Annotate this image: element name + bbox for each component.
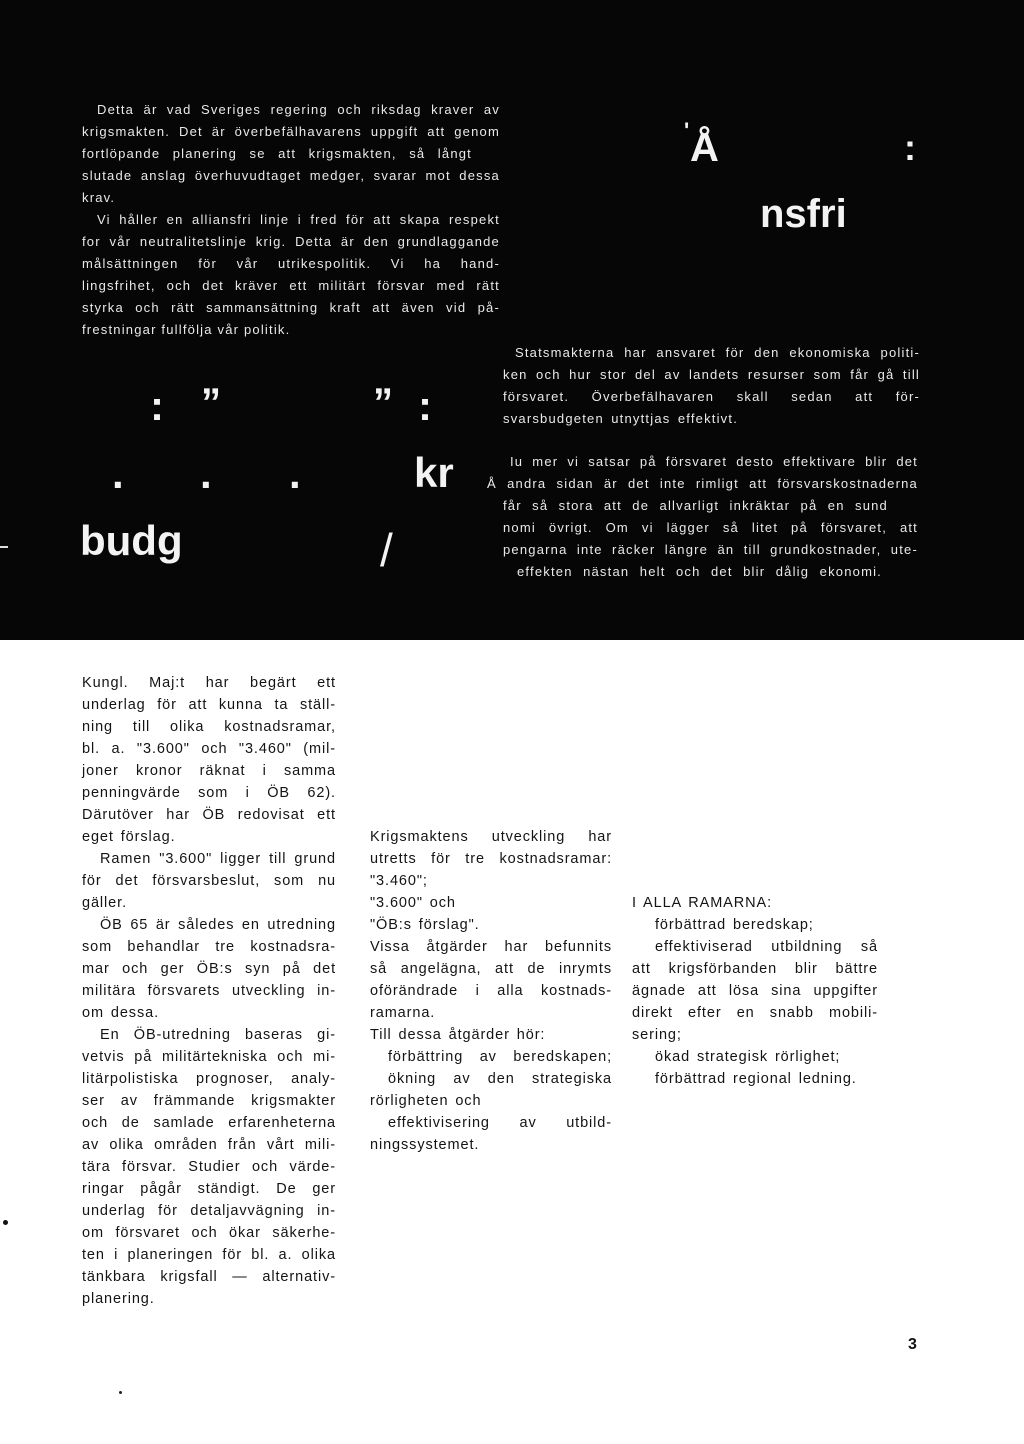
middle-column-line: Till dessa åtgärder hör: [370,1027,546,1043]
right-column-line: effektiviserad utbildning så [655,939,878,955]
responsibility-line: svarsbudgeten utnyttjas effektivt. [503,411,738,426]
middle-column-line: "3.460"; [370,873,428,889]
left-column-line: tänkbara krigsfall — alternativ- [82,1269,336,1285]
intro-line: Detta är vad Sveriges regering och riksdag kraver av [97,102,500,117]
middle-column-line: utretts för tre kostnadsramar: [370,851,612,867]
left-column-line: gäller. [82,895,127,911]
cost-line: Å andra sidan är det inte rimligt att försvarskostnaderna [487,476,918,491]
left-column-line: om försvaret och ökar säkerhe- [82,1225,336,1241]
middle-column-line: oförändrade i alla kostnads- [370,983,612,999]
intro-line: Vi håller en alliansfri linje i fred för att skapa respekt [97,212,500,227]
intro-line: for vår neutralitetslinje krig. Detta är den grundlaggande [82,234,500,249]
right-column-line: att krigsförbanden blir bättre [632,961,878,977]
left-column-line: och de samlade erfarenheterna [82,1115,336,1131]
left-column-line: ten i planeringen för bl. a. olika [82,1247,336,1263]
intro-line: slutade anslag överhuvudtaget medger, svarar mot dessa [82,168,500,183]
intro-line: fortlöpande planering se att krigsmakten, så långt [82,146,472,161]
left-column-line: om dessa. [82,1005,159,1021]
left-column-line: litärpolistiska prognoser, analy- [82,1071,336,1087]
right-column-line: ökad strategisk rörlighet; [655,1049,841,1065]
right-column-heading: I ALLA RAMARNA: [632,895,772,911]
responsibility-line: ken och hur stor del av landets resurser som får gå till [503,367,920,382]
left-column-line: Kungl. Maj:t har begärt ett [82,675,336,691]
right-column-line: ägnade att lösa sina uppgifter [632,983,878,999]
large-quote-right: ” [373,381,393,425]
middle-column-line: rörligheten och [370,1093,482,1109]
left-column-line: ringar pågår ständigt. De ger [82,1181,336,1197]
headline-letter: Å [690,126,719,170]
left-column-line: underlag för detaljavvägning in- [82,1203,336,1219]
intro-line: styrka och rätt sammansättning kraft att även vid på- [82,300,500,315]
left-column-line: En ÖB-utredning baseras gi- [100,1027,336,1043]
scan-speck [3,1220,8,1225]
large-colon-left: : [150,382,164,429]
scan-speck [119,1391,122,1394]
cost-line: pengarna inte räcker längre än till grundkostnader, ute- [503,542,918,557]
large-dot: . [200,450,212,497]
intro-line: målsättningen för vår utrikespolitik. Vi ha hand- [82,256,500,271]
intro-line: frestningar fullfölja vår politik. [82,322,291,337]
left-column-line: penningvärde som i ÖB 62). [82,785,336,801]
intro-line: lingsfrihet, och det kräver ett militärt försvar med rätt [82,278,500,293]
middle-column-line: Vissa åtgärder har befunnits [370,939,612,955]
cost-line: effekten nästan helt och det blir dålig ekonomi. [517,564,882,579]
responsibility-line: Statsmakterna har ansvaret för den ekonomiska politi- [515,345,920,360]
cost-line: Iu mer vi satsar på försvaret desto effektivare blir det [510,454,918,469]
responsibility-line: försvaret. Överbefälhavaren skall sedan att för- [503,389,920,404]
middle-column-line: effektivisering av utbild- [388,1115,612,1131]
large-colon-right: : [418,382,432,429]
left-column-line: vetvis på militärtekniska och mi- [82,1049,336,1065]
right-column-line: förbättrad regional ledning. [655,1071,857,1087]
intro-line: krav. [82,190,116,205]
large-budg: budg [80,517,183,564]
large-slash: / [380,524,393,576]
right-column-line: direkt efter en snabb mobili- [632,1005,878,1021]
middle-column-line: så angelägna, att de inrymts [370,961,612,977]
cost-line: nomi övrigt. Om vi lägger så litet på försvaret, att [503,520,918,535]
left-column-line: militära försvarets utveckling in- [82,983,336,999]
middle-column-line: ökning av den strategiska [388,1071,612,1087]
intro-line: krigsmakten. Det är överbefälhavarens uppgift att genom [82,124,500,139]
large-dot: . [112,450,124,497]
left-column-line: Ramen "3.600" ligger till grund [100,851,336,867]
left-column-line: ser av främmande krigsmakter [82,1093,336,1109]
left-column-line: som behandlar tre kostnadsra- [82,939,336,955]
large-kr: kr [414,449,454,496]
left-column-line: ning till olika kostnadsramar, [82,719,336,735]
left-column-line: planering. [82,1291,155,1307]
large-dot: . [289,450,301,497]
middle-column-line: Krigsmaktens utveckling har [370,829,612,845]
middle-column-line: ningssystemet. [370,1137,480,1153]
headline-word: nsfri [760,192,847,236]
responsibility-paragraph [503,342,920,430]
large-quote-left: ” [201,381,221,425]
right-column-line: sering; [632,1027,682,1043]
middle-column-line: "ÖB:s förslag". [370,917,480,933]
left-column-line: tära försvar. Studier och värde- [82,1159,336,1175]
left-column-line: av olika områden från vårt mili- [82,1137,336,1153]
cost-line: får så stora att de allvarligt inkräktar på en sund [503,498,888,513]
right-column-line: förbättrad beredskap; [655,917,814,933]
left-column-line: ÖB 65 är således en utredning [100,917,336,933]
middle-column-line: ramarna. [370,1005,436,1021]
intro-paragraph [82,99,500,341]
left-column-line: joner kronor räknat i samma [82,763,336,779]
middle-column-line: "3.600" och [370,895,456,911]
left-column-line: mar och ger ÖB:s syn på det [82,961,336,977]
left-column [82,672,336,1310]
left-column-line: Därutöver har ÖB redovisat ett [82,807,336,823]
headline-colon: : [904,127,916,168]
left-column-line: för det försvarsbeslut, som nu [82,873,336,889]
cost-paragraph [487,451,918,583]
middle-column-line: förbättring av beredskapen; [388,1049,612,1065]
middle-column [370,826,612,1156]
scan-speck [0,546,8,548]
left-column-line: eget förslag. [82,829,176,845]
left-column-line: underlag för att kunna ta ställ- [82,697,336,713]
page-number: 3 [908,1336,917,1353]
headline-apostrophe: ' [684,118,690,143]
right-column [632,892,878,1090]
left-column-line: bl. a. "3.600" och "3.460" (mil- [82,741,336,757]
